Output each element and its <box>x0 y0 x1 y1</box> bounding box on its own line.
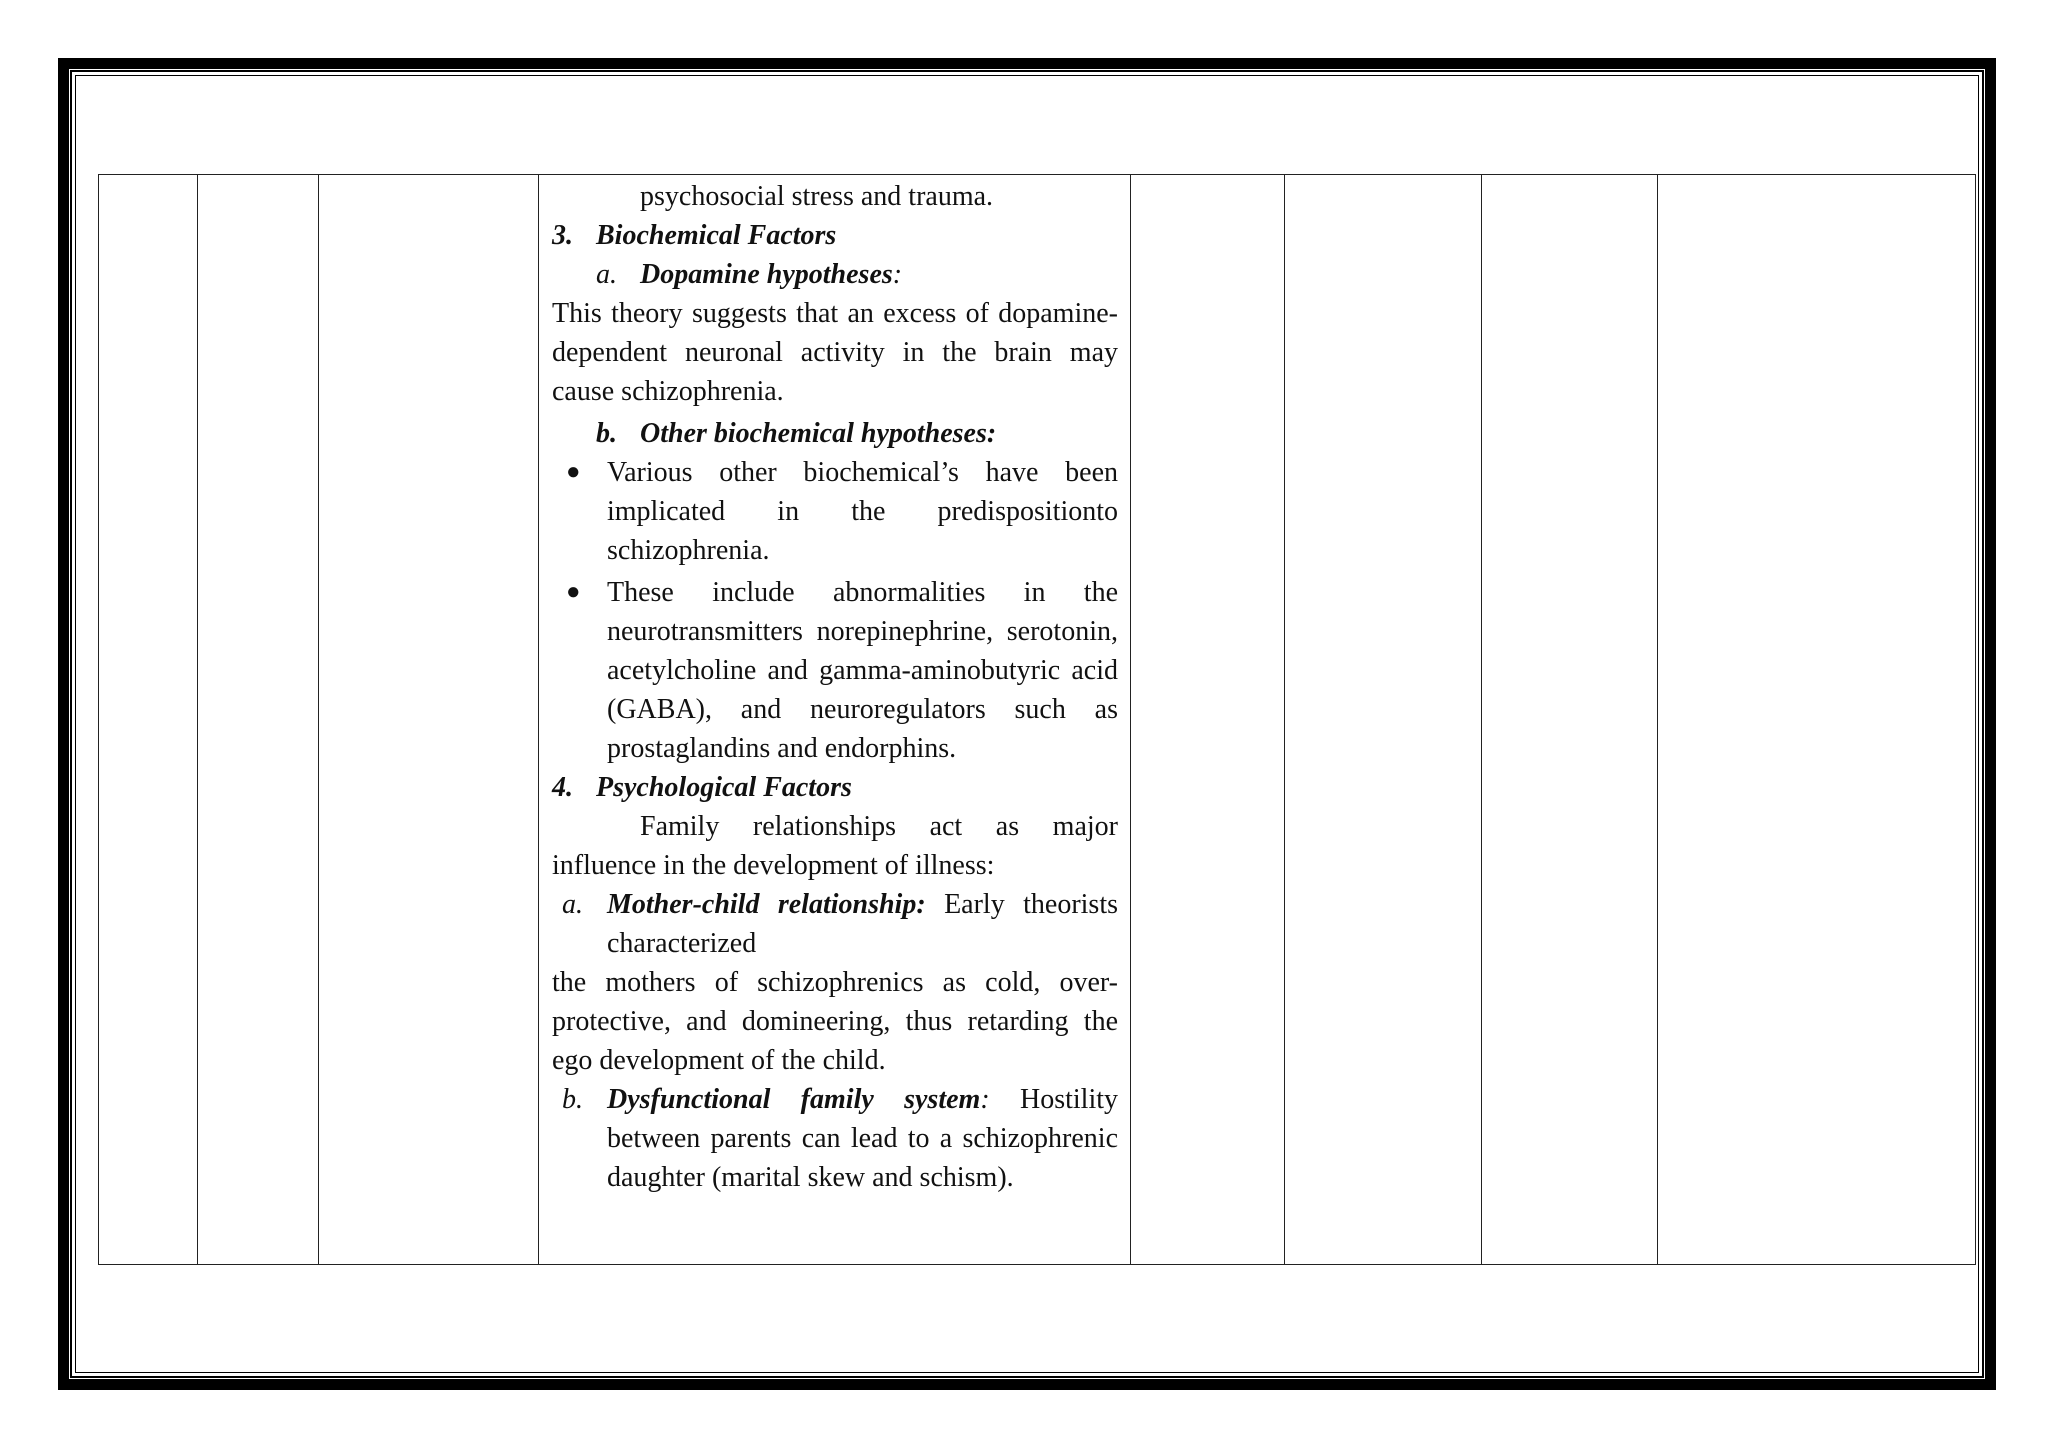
content-body <box>539 175 1130 1197</box>
section-3a-heading <box>552 255 1118 294</box>
section-3b-heading <box>552 414 1118 453</box>
section-3b-title: Other biochemical hypotheses: <box>640 418 997 449</box>
list-item <box>552 573 1118 768</box>
section-4-heading <box>552 768 1118 807</box>
section-4-title: Psychological Factors <box>596 772 852 803</box>
section-4-number: 4. <box>552 772 573 803</box>
section-4b-colon: : <box>980 1084 990 1115</box>
bullet-icon: ● <box>566 459 581 485</box>
section-4b-title: Dysfunctional family system <box>607 1084 981 1115</box>
section-4a-continuation: the mothers of schizophrenics as cold, over-protective, and domineering, thus retarding the ego development of the child. <box>552 967 1118 1076</box>
section-4b-label: b. <box>562 1084 583 1115</box>
bullet-text: These include abnormalities in the neurotransmitters norepinephrine, serotonin, acetylcholine and gamma-aminobutyric acid (GABA), and neuroregulators such as prostaglandins and endorphins. <box>607 577 1118 764</box>
content-table <box>98 174 1976 1265</box>
table-cell-empty-5 <box>1131 175 1285 1265</box>
section-4-intro: Family relationships act as major influence in the development of illness: <box>552 811 1118 881</box>
section-3a-label: a. <box>596 259 617 290</box>
bullet-icon: ● <box>566 579 581 605</box>
section-4a-text: Early theorists characterized <box>607 889 1118 959</box>
section-3a-text: This theory suggests that an excess of dopamine-dependent neuronal activity in the brain may cause schizophrenia. <box>552 298 1118 407</box>
table-cell-empty-6 <box>1285 175 1482 1265</box>
section-4b-text: Hostility between parents can lead to a schizophrenic daughter (marital skew and schism). <box>607 1084 1119 1193</box>
section-3b-label: b. <box>596 418 617 449</box>
table-cell-empty-8 <box>1658 175 1976 1265</box>
section-3-heading <box>552 216 1118 255</box>
section-3-title: Biochemical Factors <box>596 220 837 251</box>
continuation-text: psychosocial stress and trauma. <box>640 181 994 212</box>
list-item <box>552 453 1118 570</box>
bullet-text: Various other biochemical’s have been implicated in the predispositionto schizophrenia. <box>607 457 1118 566</box>
section-3a-colon: : <box>892 259 903 290</box>
table-cell-empty-7 <box>1482 175 1658 1265</box>
section-4a-item <box>552 885 1118 963</box>
table-cell-content <box>539 175 1131 1265</box>
table-cell-empty-3 <box>319 175 539 1265</box>
section-4a-label: a. <box>562 889 583 920</box>
section-4a-title: Mother-child relationship: <box>607 889 926 920</box>
table-cell-empty-1 <box>99 175 198 1265</box>
table-row <box>99 175 1976 1265</box>
section-4b-item <box>552 1080 1118 1197</box>
table-cell-empty-2 <box>198 175 319 1265</box>
section-3a-title: Dopamine hypotheses <box>640 259 893 290</box>
section-3-number: 3. <box>552 220 573 251</box>
